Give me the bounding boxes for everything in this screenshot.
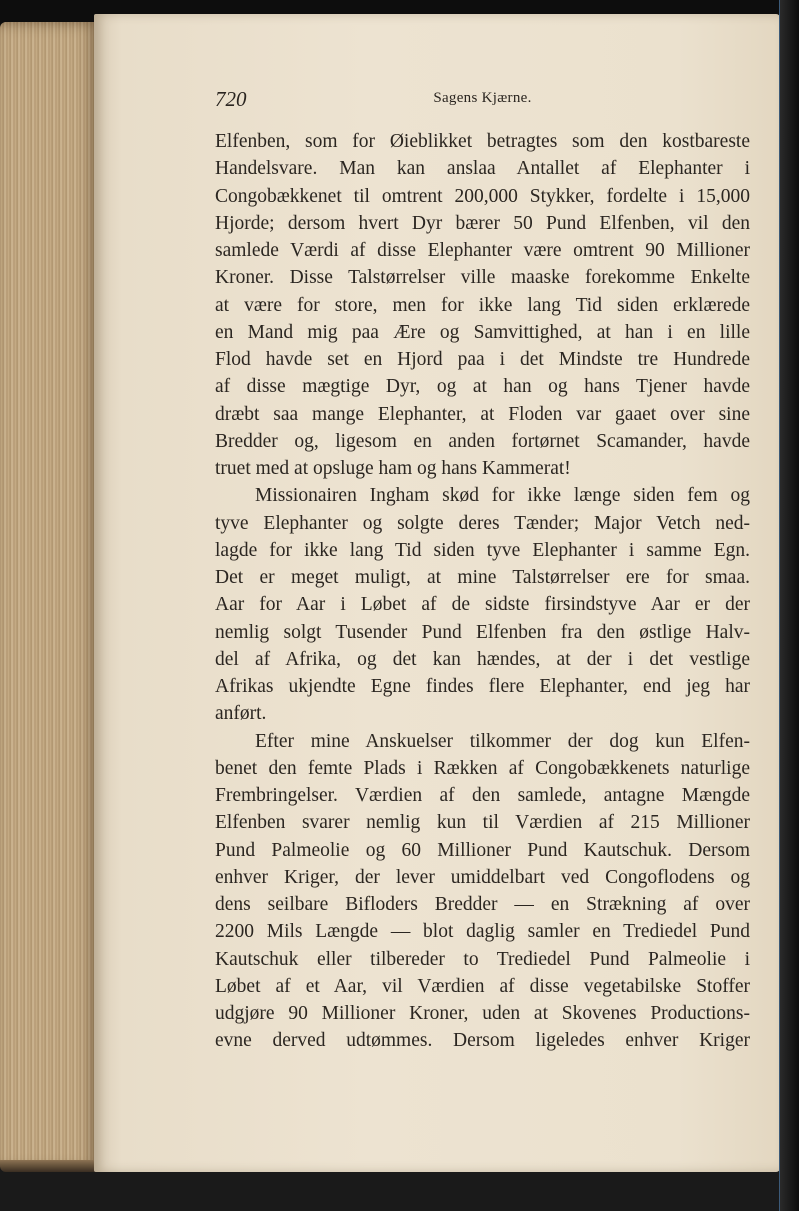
text-line: Missionairen Ingham skød for ikke længe siden fem og: [255, 485, 750, 507]
text-line: Congobækkenet til omtrent 200,000 Stykker, fordelte i 15,000: [215, 185, 750, 207]
scan-right-border: [780, 0, 799, 1211]
text-line: dens seilbare Bifloders Bredder — en Strækning af over: [215, 894, 750, 915]
text-line: nemlig solgt Tusender Pund Elfenben fra den østlige Halv-: [215, 621, 750, 643]
text-line: 2200 Mils Længde — blot daglig samler en Trediedel Pund: [215, 921, 750, 943]
text-line: Handelsvare. Man kan anslaa Antallet af Elephanter i: [215, 158, 750, 180]
text-line: udgjøre 90 Millioner Kroner, uden at Skovenes Productions-: [215, 1003, 750, 1024]
text-line: Pund Palmeolie og 60 Millioner Pund Kautschuk. Dersom: [215, 839, 750, 861]
text-line: Afrikas ukjendte Egne findes flere Elephanter, end jeg har: [215, 676, 750, 697]
running-title: Sagens Kjærne.: [433, 90, 532, 106]
text-line: Det er meget muligt, at mine Talstørrelser ere for smaa.: [215, 567, 750, 588]
text-line: Kautschuk eller tilbereder to Trediedel Pund Palmeolie i: [215, 948, 750, 970]
text-line: samlede Værdi af disse Elephanter være omtrent 90 Millioner: [215, 240, 750, 261]
text-line: benet den femte Plads i Rækken af Congobækkenets naturlige: [215, 757, 750, 779]
text-line: lagde for ikke lang Tid siden tyve Elephanter i samme Egn.: [215, 539, 750, 561]
text-line: Frembringelser. Værdien af den samlede, antagne Mængde: [215, 785, 750, 806]
text-line: Løbet af et Aar, vil Værdien af disse vegetabilske Stoffer: [215, 975, 750, 997]
text-line: truet med at opsluge ham og hans Kammerat!: [215, 458, 571, 479]
page-number: 720: [215, 87, 247, 111]
text-line: Flod havde set en Hjord paa i det Mindste tre Hundrede: [215, 349, 750, 370]
text-line: Aar for Aar i Løbet af de sidste firsindstyve Aar er der: [215, 594, 750, 616]
text-line: dræbt saa mange Elephanter, at Floden var gaaet over sine: [215, 403, 750, 425]
body-text: [215, 128, 750, 1055]
text-line: tyve Elephanter og solgte deres Tænder; Major Vetch ned-: [215, 512, 750, 534]
text-line: evne derved udtømmes. Dersom ligeledes enhver Kriger: [215, 1030, 750, 1052]
text-line: Kroner. Disse Talstørrelser ville maaske forekomme Enkelte: [215, 267, 750, 289]
text-line: del af Afrika, og det kan hændes, at der i det vestlige: [215, 648, 750, 670]
text-line: Elfenben svarer nemlig kun til Værdien af 215 Millioner: [215, 812, 750, 834]
text-line: af disse mægtige Dyr, og at han og hans Tjener havde: [215, 376, 750, 398]
text-line: Elfenben, som for Øieblikket betragtes som den kostbareste: [215, 131, 750, 152]
text-line: anført.: [215, 703, 267, 725]
text-line: en Mand mig paa Ære og Samvittighed, at han i en lille: [215, 321, 750, 343]
text-line: Hjorde; dersom hvert Dyr bærer 50 Pund Elfenben, vil den: [215, 212, 750, 234]
text-line: enhver Kriger, der lever umiddelbart ved Congoflodens og: [215, 866, 750, 888]
book-page-edges: [0, 22, 100, 1170]
text-line: Bredder og, ligesom en anden fortørnet Scamander, havde: [215, 430, 750, 452]
page-header: [215, 87, 750, 117]
text-line: at være for store, men for ikke lang Tid siden erklærede: [215, 294, 750, 316]
text-line: Efter mine Anskuelser tilkommer der dog kun Elfen-: [255, 730, 750, 752]
